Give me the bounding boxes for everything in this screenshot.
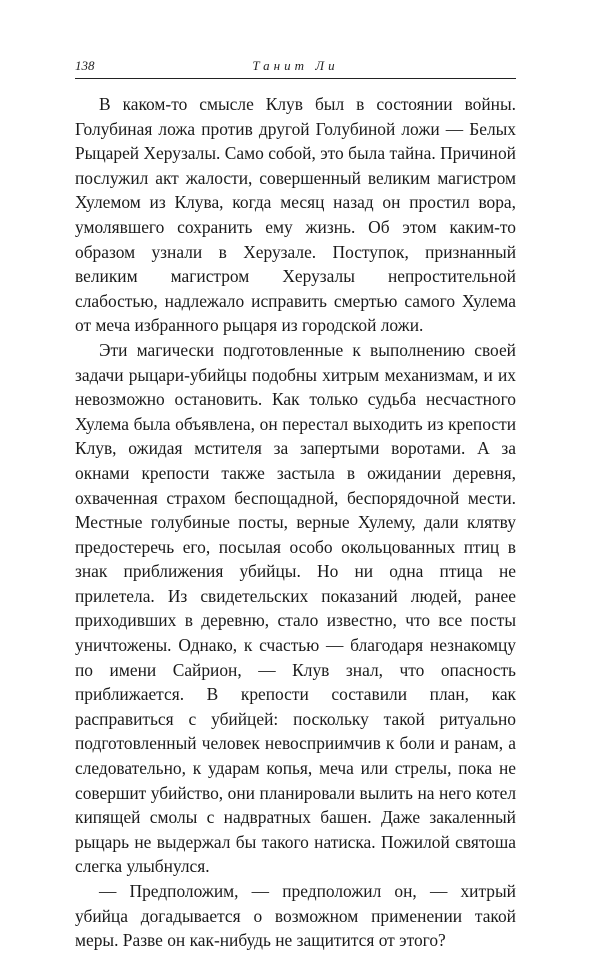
paragraph: Эти магически подготовленные к выполнению своей задачи рыцари-убийцы подобны хитрым механизмам, и их невозможно остановить. Как только судьба несчастного Хулема была объявлена, он перестал выходить из крепости Клув, ожидая мстителя за запертыми воротами. А за окнами крепости также застыла в ожидании деревня, охваченная страхом беспощадной, беспорядочной мести. Местные голубиные посты, верные Хулему, дали клятву предостеречь его, посылая особо окольцованных птиц в знак приближения убийцы. Но ни одна птица не прилетела. Из свидетельских показаний людей, ранее приходивших в деревню, стало известно, что все посты уничтожены. Однако, к счастью — благодаря незнакомцу по имени Сайрион, — Клув знал, что опасность приближается. В крепости составили план, как расправиться с убийцей: поскольку такой ритуально подготовленный человек невосприимчив к боли и ранам, а следовательно, к ударам копья, меча или стрелы, пока не совершит убийство, они планировали вылить на него котел кипящей смолы с надвратных башен. Даже закаленный рыцарь не выдержал бы такого натиска. Пожилой святоша слегка улыбнулся. — [75, 339, 516, 877]
body-text — [75, 92, 516, 953]
page-number: 138 — [75, 58, 95, 73]
running-title: Танит Ли — [252, 58, 339, 73]
paragraph: В каком-то смысле Клув был в состоянии войны. Голубиная ложа против другой Голубиной ложи — Белых Рыцарей Херузалы. Само собой, это была тайна. Причиной послужил акт жалости, совершенный великим магистром Хулемом из Клува, когда месяц назад он простил вора, умолявшего сохранить ему жизнь. Об этом каким-то образом узнали в Херузале. Поступок, признанный великим магистром Херузалы непростительной слабостью, надлежало исправить смертью самого Хулема от меча избранного рыцаря из городской ложи. — [75, 94, 516, 336]
paragraph: — Предположим, — предположил он, — хитрый убийца догадывается о возможном применении такой меры. Разве он как-нибудь не защитится от этого? — [75, 881, 516, 951]
header-rule — [75, 78, 516, 79]
page-header — [75, 58, 516, 78]
